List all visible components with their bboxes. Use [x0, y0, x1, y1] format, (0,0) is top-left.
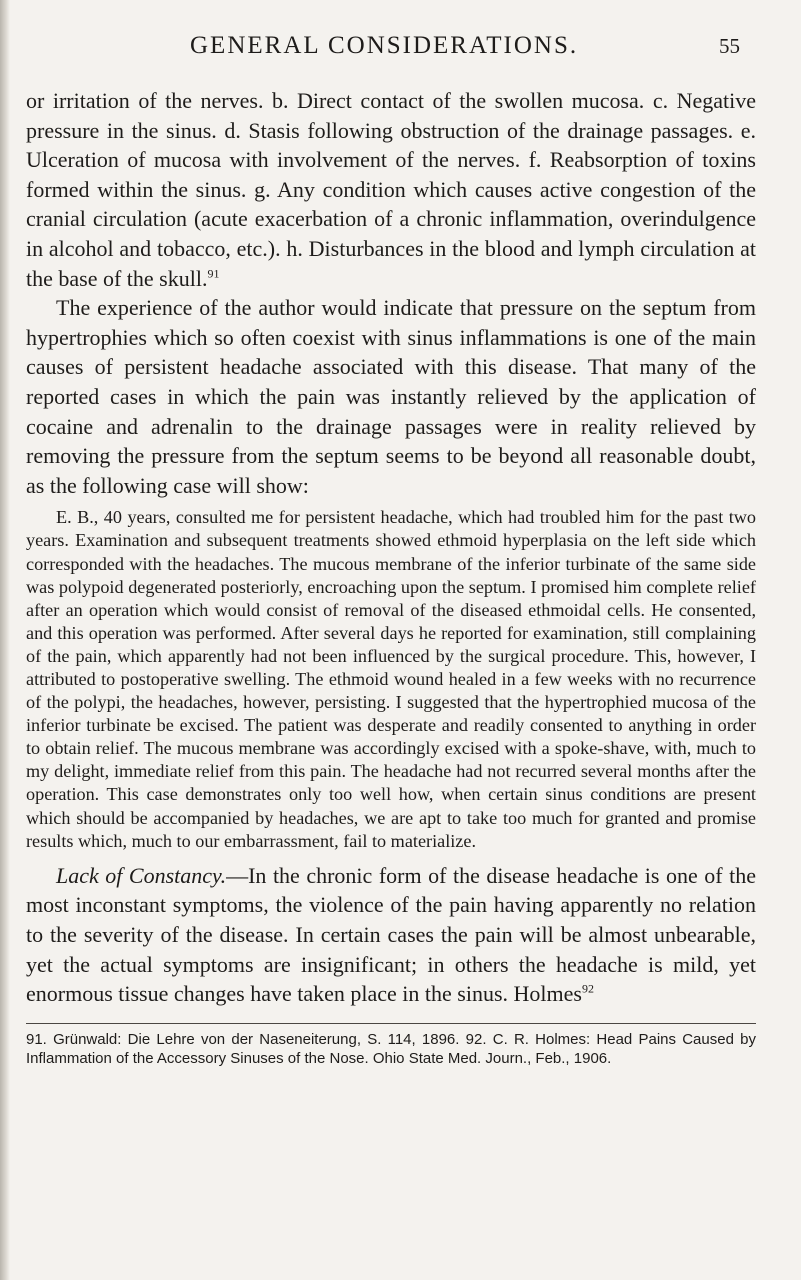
paragraph-text: or irritation of the nerves. b. Direct contact of the swollen mucosa. c. Negative pressure in the sinus. d. Stasis following obstruction of the drainage passages. e. Ulceration of mucosa with involvement of the nerves. f. Reabsorption of toxins formed within the sinus. g. Any condition which causes active congestion of the cranial circulation (acute exacerbation of a chronic inflammation, overindulgence in alcohol and tobacco, etc.). h. Disturbances in the blood and lymph circulation at the base of the skull.	[26, 88, 756, 291]
case-report-paragraph	[26, 506, 756, 852]
paragraph-causes-list	[26, 86, 756, 293]
running-head	[40, 32, 740, 66]
running-title: GENERAL CONSIDERATIONS.	[190, 32, 579, 59]
footnote-ref: 91	[207, 266, 220, 281]
page-body	[26, 86, 756, 1068]
footnote-ref: 92	[581, 981, 594, 996]
page-edge-shadow	[0, 0, 10, 1280]
page-number: 55	[719, 34, 740, 58]
paragraph-text: —In the chronic form of the disease headache is one of the most inconstant symptoms, the violence of the pain having apparently no relation to the severity of the disease. In certain cases the pain will be almost unbearable, yet the actual symptoms are insignificant; in others the headache is mild, yet enormous tissue changes have taken place in the sinus. Holmes	[26, 862, 756, 1007]
paragraph-text: The experience of the author would indicate that pressure on the septum from hypertrophies which so often coexist with sinus inflammations is one of the main causes of persistent headache associated with this disease. That many of the reported cases in which the pain was instantly relieved by the application of cocaine and adrenalin to the drainage passages were in reality relieved by removing the pressure from the septum seems to be beyond all reasonable doubt, as the following case will show:	[26, 295, 756, 498]
section-heading: Lack of Constancy.	[56, 862, 227, 888]
paragraph-lack-of-constancy	[26, 861, 756, 1009]
paragraph-author-experience	[26, 293, 756, 500]
paragraph-text: E. B., 40 years, consulted me for persistent headache, which had troubled him for the past two years. Examination and subsequent treatments showed ethmoid hyperplasia on the left side which corresponded with the headaches. The mucous membrane of the inferior turbinate of the same side was polypoid degenerated posteriorly, encroaching upon the septum. I promised him complete relief after an operation which would consist of removal of the diseased ethmoidal cells. He consented, and this operation was performed. After several days he reported for examination, still complaining of the pain, which apparently had not been influenced by the surgical procedure. This, however, I attributed to postoperative swelling. The ethmoid wound healed in a few weeks with no recurrence of the polypi, the headaches, however, persisting. I suggested that the hypertrophied mucosa of the inferior turbinate be excised. The patient was desperate and readily consented to anything in order to obtain relief. The mucous membrane was accordingly excised with a spoke-shave, with, much to my delight, immediate relief from this pain. The headache had not recurred several months after the operation. This case demonstrates only too well how, when certain sinus conditions are present which should be accompanied by headaches, we are apt to take too much for granted and promise results which, much to our embarrassment, fail to materialize.	[26, 507, 756, 851]
footnotes: 91. Grünwald: Die Lehre von der Naseneiterung, S. 114, 1896. 92. C. R. Holmes: Head Pains Caused by Inflammation of the Accessory Sinuses of the Nose. Ohio State Med. Journ., Feb., 1906.	[26, 1030, 756, 1067]
footnote-divider	[26, 1023, 756, 1024]
